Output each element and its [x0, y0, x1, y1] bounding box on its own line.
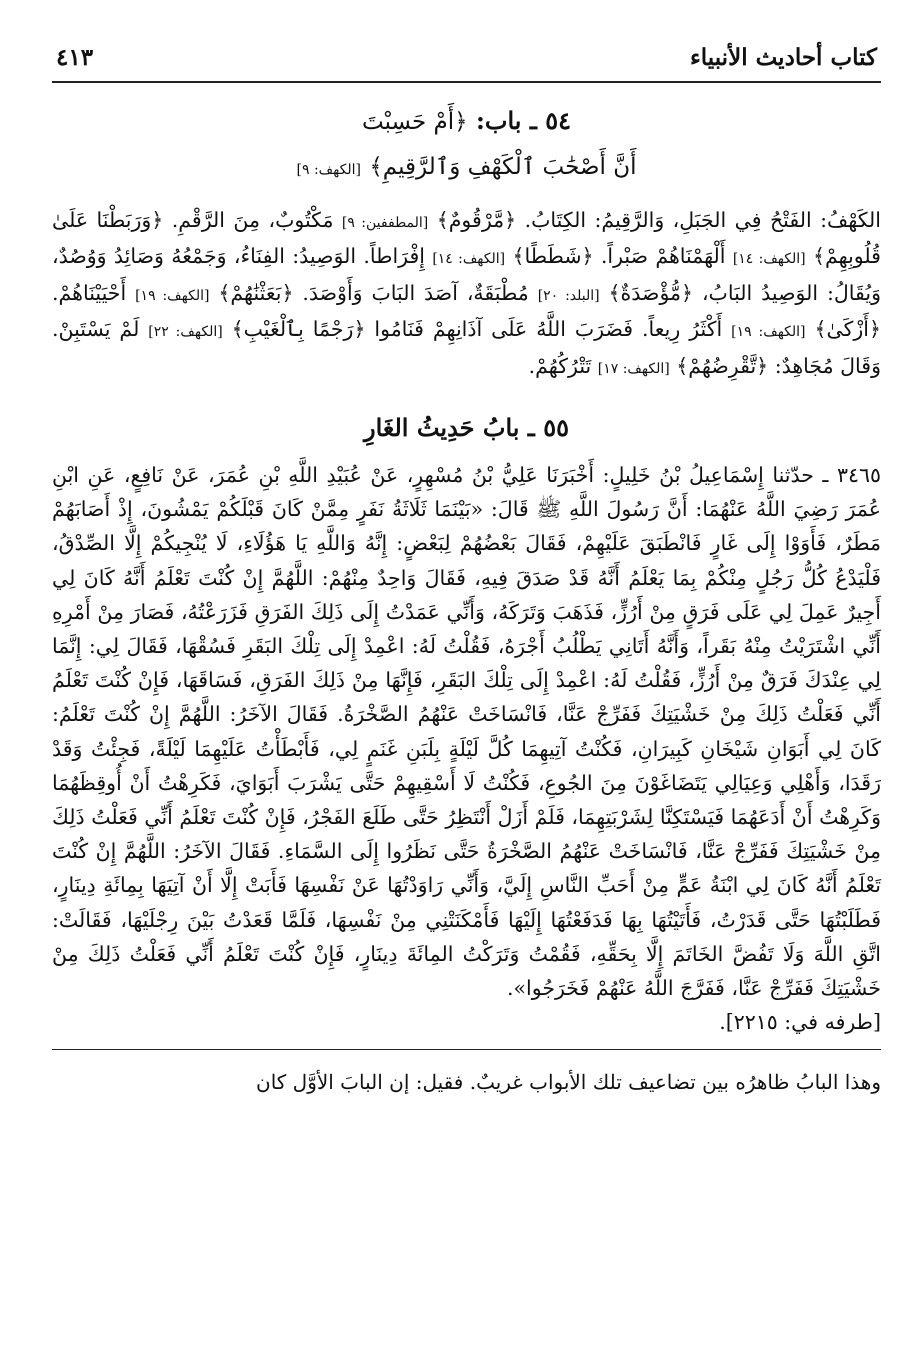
footnote-commentary: وهذا البابُ ظاهرُه بين تضاعيف تلك الأبواب غريبٌ. فقيل: إن البابَ الأوَّل كان [256, 1070, 881, 1095]
chapter-54-verse-part1: ﴿أَمْ حَسِبْتَ [361, 109, 468, 135]
chapter-54-heading [52, 99, 881, 192]
footnote-divider [52, 1049, 881, 1050]
page-number: ٤١٣ [56, 44, 94, 71]
chapter-54-verse-part2: أَنَّ أَصْحَٰبَ ٱلْكَهْفِ وَٱلرَّقِيمِ﴾ [369, 154, 637, 180]
gloss-text: مُطْبَقَةٌ، آصَدَ البَابَ وَأَوْصَدَ. ﴿بَعَثْنَٰهُمْ﴾ [218, 280, 529, 305]
verse-ref: [الكهف: ٢٢] [148, 324, 223, 341]
verse-ref: [الكهف: ١٩] [135, 287, 210, 304]
verse-ref: [البلد: ٢٠] [537, 287, 600, 304]
gloss-text: أَكْثَرُ رِيعاً. فَضَرَبَ اللَّهُ عَلَى آذَانِهِمْ فَنَامُوا ﴿رَجْمًا بِٱلْغَيْبِ﴾ [231, 317, 723, 342]
gloss-text: الكَهْفُ: الفَتْحُ فِي الجَبَلِ، وَالرَّقِيمُ: الكِتَابُ. ﴿مَّرْقُومٌ﴾ [436, 208, 881, 232]
verse-ref: [الكهف: ١٧] [597, 360, 670, 377]
hadith-3465-text: ٣٤٦٥ ـ حدّثنا إِسْمَاعِيلُ بْنُ خَلِيلٍ: أَخْبَرَنَا عَلِيُّ بْنُ مُسْهِرٍ، عَنْ عُبَيْدِ اللَّهِ بْنِ عُمَرَ، عَنْ نَافِعٍ، عَنِ ابْنِ عُمَرَ رَضِيَ اللَّهُ عَنْهُمَا: أَنَّ رَسُولَ اللَّهِ ﷺ قَالَ: «بَيْنَمَا ثَلَاثَةُ نَفَرٍ مِمَّنْ كَانَ قَبْلَكُمْ يَمْشُونَ، إِذْ أَصَابَهُمْ مَطَرٌ، فَأَوَوْا إِلَى غَارٍ فَانْطَبَقَ عَلَيْهِمْ، فَقَالَ بَعْضُهُمْ لِبَعْضٍ: إِنَّهُ وَاللَّهِ يَا هَؤُلَاءِ، لَا يُنْجِيكُمْ إِلَّا الصِّدْقُ، فَلْيَدْعُ كُلُّ رَجُلٍ مِنْكُمْ بِمَا يَعْلَمُ أَنَّهُ قَدْ صَدَقَ فِيهِ، فَقَالَ وَاحِدٌ مِنْهُمْ: اللَّهُمَّ إِنْ كُنْتَ تَعْلَمُ أَنَّهُ كَانَ لِي أَجِيرٌ عَمِلَ لِي عَلَى فَرَقٍ مِنْ أَرُزٍّ، فَذَهَبَ وَتَرَكَهُ، وَأَنِّي عَمَدْتُ إِلَى ذَلِكَ الفَرَقِ فَزَرَعْتُهُ، فَصَارَ مِنْ أَمْرِهِ أَنِّي اشْتَرَيْتُ مِنْهُ بَقَراً، وَأَنَّهُ أَتَانِي يَطْلُبُ أَجْرَهُ، فَقُلْتُ لَهُ: اعْمِدْ إِلَى تِلْكَ البَقَرِ فَسُقْهَا، فَقَالَ لِي: إِنَّمَا لِي عِنْدَكَ فَرَقٌ مِنْ أَرُزٍّ، فَقُلْتُ لَهُ: اعْمِدْ إِلَى تِلْكَ البَقَرِ، فَإِنَّهَا مِنْ ذَلِكَ الفَرَقِ، فَسَاقَهَا، فَإِنْ كُنْتَ تَعْلَمُ أَنِّي فَعَلْتُ ذَلِكَ مِنْ خَشْيَتِكَ فَفَرِّجْ عَنَّا، فَانْسَاخَتْ عَنْهُمُ الصَّخْرَةُ. فَقَالَ الآخَرُ: اللَّهُمَّ إِنْ كُنْتَ تَعْلَمُ: كَانَ لِي أَبَوَانِ شَيْخَانِ كَبِيرَانِ، فَكُنْتُ آتِيهِمَا كُلَّ لَيْلَةٍ بِلَبَنِ غَنَمٍ لِي، فَأَبْطَأْتُ عَلَيْهِمَا لَيْلَةً، فَجِئْتُ وَقَدْ رَقَدَا، وَأَهْلِي وَعِيَالِي يَتَضَاغَوْنَ مِنَ الجُوعِ، فَكُنْتُ لَا أَسْقِيهِمْ حَتَّى يَشْرَبَ أَبَوَايَ، فَكَرِهْتُ أَنْ أُوقِظَهُمَا وَكَرِهْتُ أَنْ أَدَعَهُمَا فَيَسْتَكِنَّا لِشَرْبَتِهِمَا، فَلَمْ أَزَلْ أَنْتَظِرُ حَتَّى طَلَعَ الفَجْرُ، فَإِنْ كُنْتَ تَعْلَمُ أَنِّي فَعَلْتُ ذَلِكَ مِنْ خَشْيَتِكَ فَفَرِّجْ عَنَّا، فَانْسَاخَتْ عَنْهُمُ الصَّخْرَةُ حَتَّى نَظَرُوا إِلَى السَّمَاءِ. فَقَالَ الآخَرُ: اللَّهُمَّ إِنْ كُنْتَ تَعْلَمُ أَنَّهُ كَانَ لِي ابْنَةُ عَمٍّ مِنْ أَحَبِّ النَّاسِ إِلَيَّ، وَأَنِّي رَاوَدْتُهَا عَنْ نَفْسِهَا فَأَبَتْ إِلَّا أَنْ آتِيَهَا بِمِائَةِ دِينَارٍ، فَطَلَبْتُهَا حَتَّى قَدَرْتُ، فَأَتَيْتُهَا بِهَا فَدَفَعْتُهَا إِلَيْهَا فَأَمْكَنَتْنِي مِنْ نَفْسِهَا، فَلَمَّا قَعَدْتُ بَيْنَ رِجْلَيْهَا، فَقَالَتْ: اتَّقِ اللَّهَ وَلَا تَفُضَّ الخَاتَمَ إِلَّا بِحَقِّهِ، فَقُمْتُ وَتَرَكْتُ المِائَةَ دِينَارٍ، فَإِنْ كُنْتَ تَعْلَمُ أَنِّي فَعَلْتُ ذَلِكَ مِنْ خَشْيَتِكَ فَفَرِّجْ عَنَّا، فَفَرَّجَ اللَّهُ عَنْهُمْ فَخَرَجُوا». [52, 463, 881, 1001]
gloss-text: مَكْتُوبٌ، مِنَ الرَّقْمِ. ﴿وَرَبَطْنَا عَلَىٰ قُلُوبِهِمْ﴾ [52, 208, 881, 269]
cross-reference: [طرفه في: ٢٢١٥]. [719, 1010, 881, 1035]
chapter-54-number: ٥٤ ـ باب: [476, 106, 571, 135]
verse-ref: [الكهف: ١٩] [731, 324, 806, 341]
chapter-55-title: ٥٥ ـ بابُ حَدِيثُ الغَارِ [364, 413, 569, 443]
header-divider [52, 81, 881, 83]
verse-ref: [الكهف: ١٤] [732, 251, 806, 268]
chapter-54-gloss [52, 204, 881, 386]
gloss-text: إِفْرَاطاً. الوَصِيدُ: الفِنَاءُ، وَجَمْعُهُ وَصَائِدُ وَوُصُدٌ، وَيُقَالُ: الوَصِيدُ البَابُ، ﴿مُّؤْصَدَةٌ﴾ [52, 244, 881, 305]
chapter-54-verse-ref: [الكهف: ٩] [296, 162, 361, 178]
gloss-text: لَمْ يَسْتَبِنْ. وَقَالَ مُجَاهِدٌ: ﴿تَّقْرِضُهُمْ﴾ [52, 317, 881, 378]
running-header [52, 44, 881, 81]
verse-ref: [الكهف: ١٤] [432, 251, 506, 268]
verse-ref: [المطففين: ٩] [341, 215, 429, 231]
book-title: كتاب أحاديث الأنبياء [689, 44, 877, 71]
gloss-text: أَحْيَيْنَاهُمْ. ﴿أَزْكَىٰ﴾ [52, 280, 881, 342]
gloss-text: أَلْهَمْنَاهُمْ صَبْراً. ﴿شَطَطًا﴾ [512, 244, 726, 269]
gloss-text: تَتْرُكُهُمْ. [528, 353, 592, 378]
